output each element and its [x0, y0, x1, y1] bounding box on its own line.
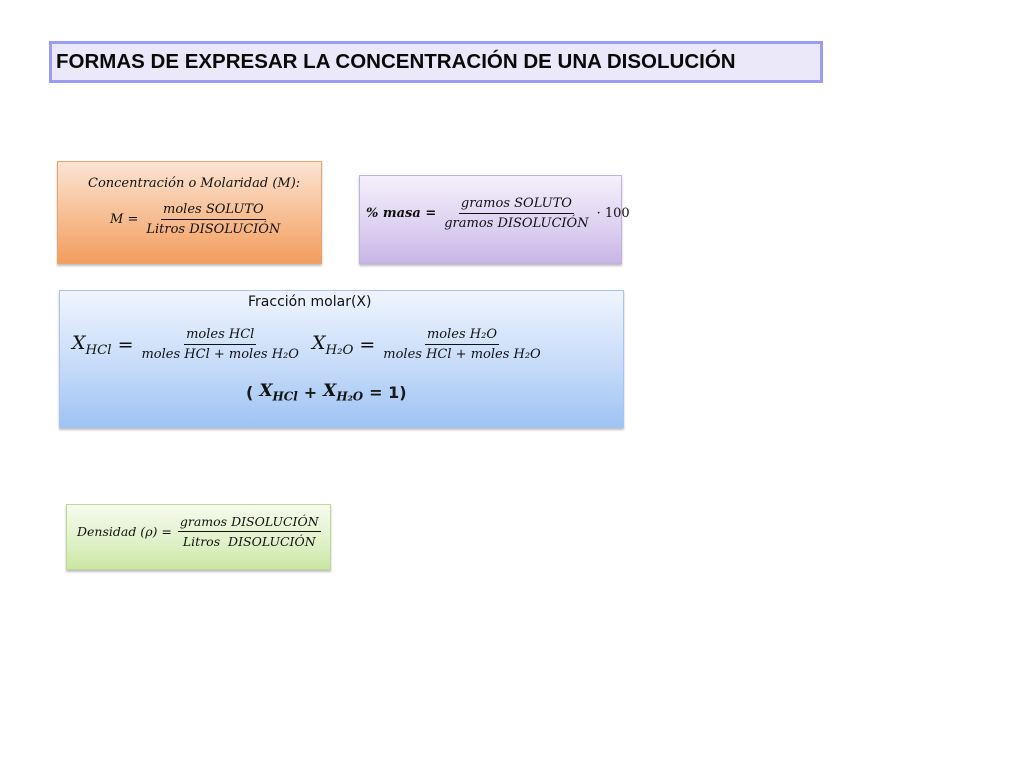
fraccion-sum-equation: [246, 381, 407, 403]
molaridad-numerator: moles SOLUTO: [161, 202, 266, 220]
x-hcl-denominator: moles HCl + moles H₂O: [141, 347, 299, 362]
page-title: FORMAS DE EXPRESAR LA CONCENTRACIÓN DE UNA DISOLUCIÓN: [49, 41, 823, 83]
masa-factor: · 100: [596, 206, 630, 221]
x-hcl-symbol: $X_{HCl}$: [72, 331, 112, 358]
x-h2o-equals: =: [359, 333, 376, 356]
fraccion-heading: Fracción molar(X): [248, 294, 372, 310]
densidad-fraction: [178, 514, 321, 549]
molaridad-lhs: M =: [110, 212, 139, 227]
x-hcl-numerator: moles HCl: [184, 327, 256, 345]
masa-fraction: [442, 196, 590, 231]
molaridad-heading: Concentración o Molaridad (M):: [88, 176, 301, 191]
sum-close: = 1): [369, 382, 407, 402]
x-hcl-equation: [72, 327, 301, 362]
molaridad-denominator: Litros DISOLUCIÓN: [146, 222, 281, 237]
x-h2o-denominator: moles HCl + moles H₂O: [383, 347, 541, 362]
densidad-lhs: Densidad (ρ) =: [77, 524, 172, 539]
molaridad-formula-box: [57, 161, 322, 264]
masa-equation: [366, 196, 630, 231]
densidad-numerator: gramos DISOLUCIÓN: [178, 514, 321, 532]
molaridad-equation: [110, 202, 282, 237]
masa-denominator: gramos DISOLUCIÓN: [444, 216, 589, 231]
x-h2o-numerator: moles H₂O: [425, 327, 499, 345]
sum-plus: +: [303, 382, 318, 402]
sum-x-hcl: $X_{HCl}$: [259, 381, 298, 404]
densidad-denominator: Litros DISOLUCIÓN: [182, 534, 316, 549]
x-h2o-symbol: $X_{H_2O}$: [312, 331, 354, 358]
x-hcl-fraction: [139, 327, 300, 362]
x-h2o-equation: [312, 327, 543, 362]
x-hcl-equals: =: [117, 333, 134, 356]
fraccion-molar-box: [59, 290, 624, 428]
densidad-equation: [77, 514, 321, 549]
masa-formula-box: [359, 175, 630, 264]
masa-lhs: % masa =: [366, 206, 437, 221]
masa-numerator: gramos SOLUTO: [459, 196, 574, 214]
molaridad-fraction: [144, 202, 282, 237]
sum-open: (: [246, 382, 254, 402]
x-h2o-fraction: [381, 327, 542, 362]
sum-x-h2o: $X_{H_2O}$: [323, 381, 364, 404]
densidad-formula-box: [66, 504, 331, 570]
